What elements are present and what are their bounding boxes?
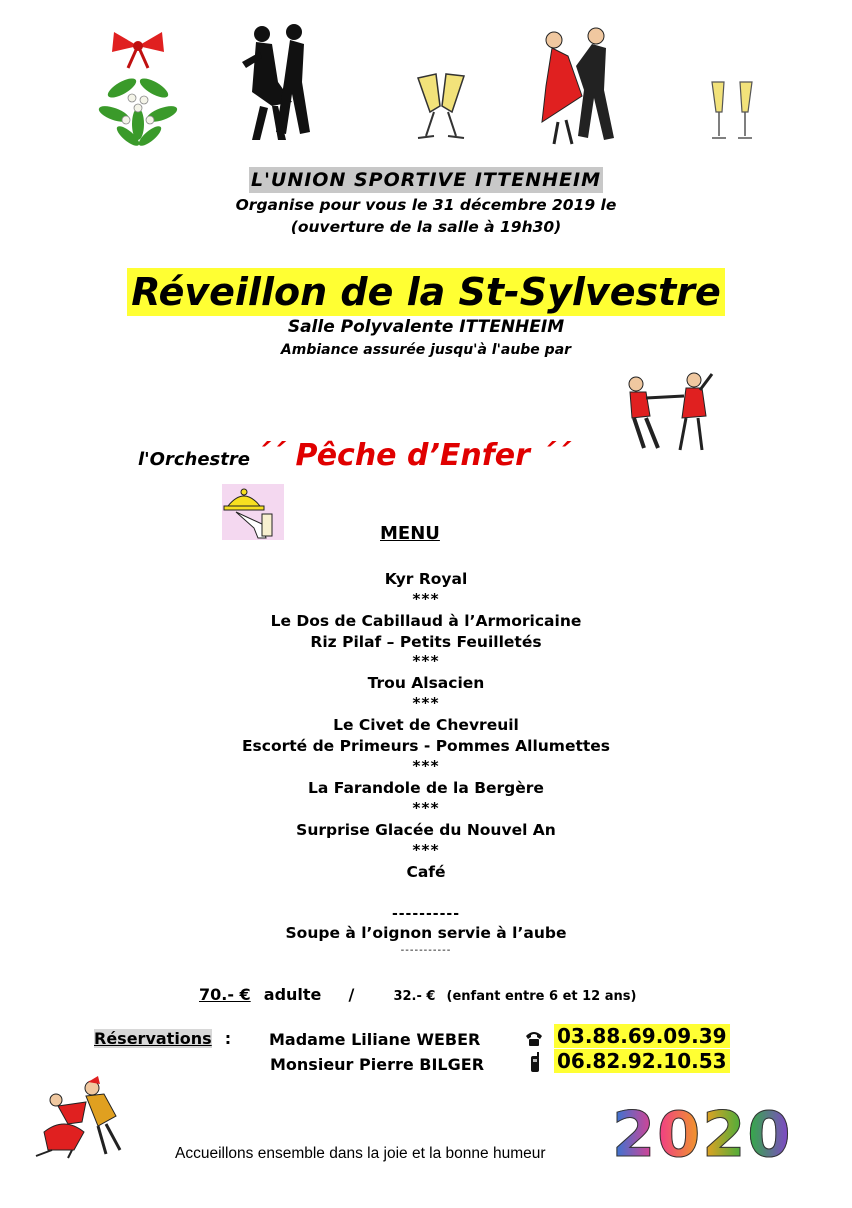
contact-name: Madame Liliane WEBER — [269, 1030, 481, 1049]
adult-label: adulte — [263, 985, 322, 1004]
reservations-label: Réservations — [94, 1029, 212, 1048]
menu-item: Escorté de Primeurs - Pommes Allumettes — [241, 737, 611, 755]
dashes-top: ---------- — [391, 906, 461, 922]
menu-item: La Farandole de la Bergère — [308, 779, 544, 797]
telephone-icon — [524, 1030, 544, 1048]
venue-line: Salle Polyvalente ITTENHEIM — [287, 317, 565, 337]
menu-title: MENU — [380, 523, 440, 544]
price-line — [199, 985, 636, 1004]
menu-separator: *** — [412, 799, 440, 817]
contact-name: Monsieur Pierre BILGER — [270, 1055, 485, 1074]
dashes-bottom: ----------- — [400, 945, 452, 956]
champagne-flutes-icon — [706, 76, 758, 144]
year-2020: 2020 — [612, 1098, 793, 1171]
organise-line: Organise pour vous le 31 décembre 2019 le — [235, 196, 617, 214]
org-header — [0, 167, 852, 193]
menu-separator: *** — [412, 757, 440, 775]
menu-item: Surprise Glacée du Nouvel An — [296, 821, 556, 839]
reservations-label-wrap — [94, 1029, 231, 1048]
menu-item: Café — [406, 863, 446, 881]
dancing-couple-red-dress-icon — [532, 26, 624, 150]
child-price: 32.- € — [393, 989, 436, 1004]
adult-price: 70.- € — [199, 985, 251, 1004]
menu-item: Le Civet de Chevreuil — [333, 716, 519, 734]
mobile-phone-icon — [528, 1052, 542, 1074]
menu-separator: *** — [412, 841, 440, 859]
menu-item: Riz Pilaf – Petits Feuilletés — [310, 633, 542, 651]
contact-phone: 03.88.69.09.39 — [554, 1024, 730, 1048]
menu-item: Le Dos de Cabillaud à l’Armoricaine — [270, 612, 582, 630]
orchestra-label: l'Orchestre — [138, 449, 250, 470]
menu-separator: *** — [412, 590, 440, 608]
contact-phone-wrap — [554, 1024, 730, 1048]
child-label: (enfant entre 6 et 12 ans) — [446, 989, 637, 1004]
waiter-serving-tray-icon — [222, 484, 284, 540]
swing-dancers-icon — [620, 368, 716, 456]
price-separator: / — [348, 985, 355, 1004]
menu-separator: *** — [412, 652, 440, 670]
event-title: Réveillon de la St-Sylvestre — [127, 268, 725, 316]
org-title: L'UNION SPORTIVE ITTENHEIM — [250, 169, 602, 191]
champagne-glasses-icon — [410, 66, 472, 146]
mistletoe-icon — [92, 28, 184, 148]
orchestra-line — [138, 438, 570, 473]
menu-item: Trou Alsacien — [367, 674, 485, 692]
event-title-wrap — [0, 268, 852, 316]
orchestra-name: ˊˊ Pêche d’Enfer ˊˊ — [255, 438, 571, 473]
dancing-couple-flamenco-icon — [28, 1076, 128, 1160]
soupe-line: Soupe à l’oignon servie à l’aube — [285, 924, 567, 942]
ambiance-line: Ambiance assurée jusqu'à l'aube par — [280, 342, 572, 358]
footer-text: Accueillons ensemble dans la joie et la bonne humeur — [175, 1145, 546, 1162]
contact-phone: 06.82.92.10.53 — [554, 1049, 730, 1073]
reservations-colon: : — [224, 1029, 232, 1048]
opening-time-line: (ouverture de la salle à 19h30) — [290, 218, 562, 236]
menu-separator: *** — [412, 694, 440, 712]
dancing-couple-silhouette-icon — [232, 22, 326, 146]
menu-item: Kyr Royal — [384, 570, 468, 588]
contact-phone-wrap — [554, 1049, 730, 1073]
